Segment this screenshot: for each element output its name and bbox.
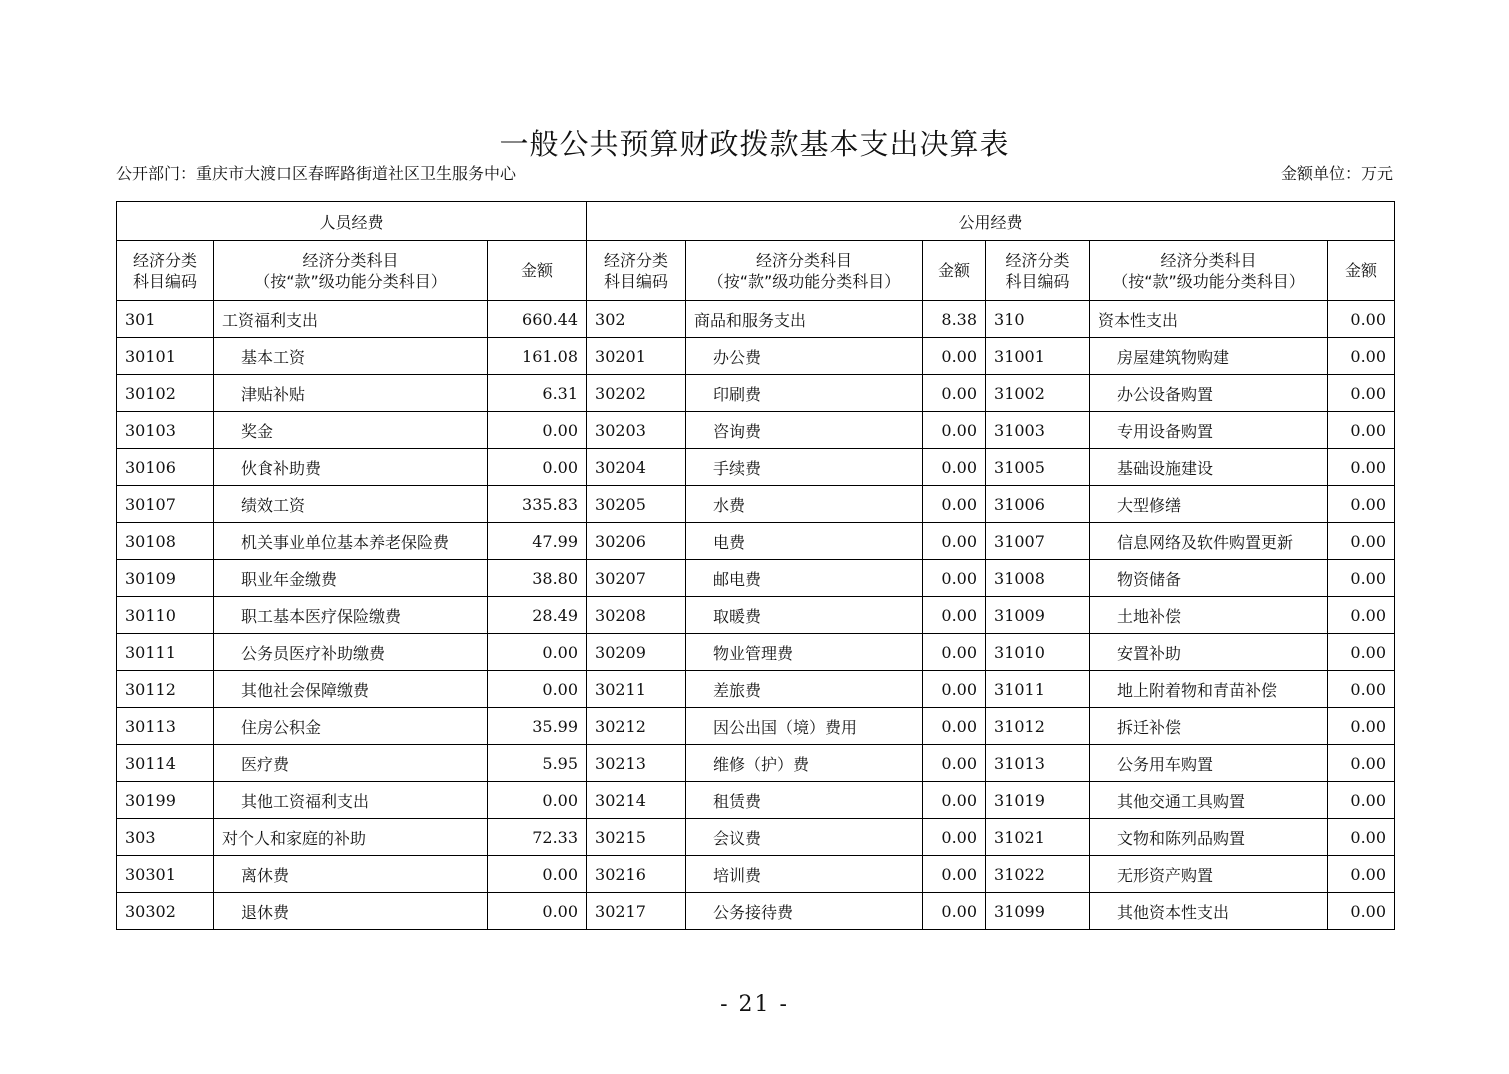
cell-amount: 0.00	[488, 449, 587, 486]
cell-amount: 0.00	[488, 856, 587, 893]
cell-name: 商品和服务支出	[686, 301, 923, 338]
cell-code: 30215	[587, 819, 686, 856]
cell-amount: 0.00	[488, 782, 587, 819]
cell-code: 30301	[117, 856, 214, 893]
cell-name: 会议费	[686, 819, 923, 856]
cell-name: 工资福利支出	[214, 301, 488, 338]
cell-amount: 0.00	[1328, 486, 1395, 523]
table-row	[117, 338, 1395, 375]
cell-code: 31002	[986, 375, 1090, 412]
cell-amount: 0.00	[923, 856, 986, 893]
cell-name: 大型修缮	[1090, 486, 1328, 523]
cell-name: 水费	[686, 486, 923, 523]
cell-amount: 0.00	[1328, 597, 1395, 634]
cell-code: 301	[117, 301, 214, 338]
cell-code: 30110	[117, 597, 214, 634]
cell-name: 土地补偿	[1090, 597, 1328, 634]
cell-code: 30209	[587, 634, 686, 671]
cell-name: 机关事业单位基本养老保险费	[214, 523, 488, 560]
table-row	[117, 523, 1395, 560]
cell-name: 拆迁补偿	[1090, 708, 1328, 745]
cell-code: 31022	[986, 856, 1090, 893]
cell-amount: 0.00	[1328, 338, 1395, 375]
cell-name: 办公设备购置	[1090, 375, 1328, 412]
cell-name: 伙食补助费	[214, 449, 488, 486]
cell-amount: 0.00	[1328, 782, 1395, 819]
cell-amount: 0.00	[923, 782, 986, 819]
cell-amount: 0.00	[923, 634, 986, 671]
cell-amount: 0.00	[923, 375, 986, 412]
cell-name: 其他社会保障缴费	[214, 671, 488, 708]
cell-code: 30199	[117, 782, 214, 819]
cell-amount: 0.00	[1328, 412, 1395, 449]
cell-code: 30208	[587, 597, 686, 634]
cell-code: 31021	[986, 819, 1090, 856]
cell-code: 31013	[986, 745, 1090, 782]
header-name: 经济分类科目 （按“款”级功能分类科目）	[686, 241, 923, 301]
cell-code: 30106	[117, 449, 214, 486]
group-header-personnel: 人员经费	[117, 202, 587, 241]
cell-amount: 335.83	[488, 486, 587, 523]
cell-code: 30201	[587, 338, 686, 375]
cell-name: 职工基本医疗保险缴费	[214, 597, 488, 634]
cell-amount: 0.00	[923, 523, 986, 560]
cell-name: 印刷费	[686, 375, 923, 412]
cell-code: 31001	[986, 338, 1090, 375]
table-row	[117, 375, 1395, 412]
cell-amount: 0.00	[1328, 819, 1395, 856]
cell-code: 302	[587, 301, 686, 338]
cell-amount: 0.00	[1328, 745, 1395, 782]
cell-amount: 0.00	[923, 449, 986, 486]
header-code: 经济分类 科目编码	[986, 241, 1090, 301]
cell-amount: 72.33	[488, 819, 587, 856]
table-row	[117, 412, 1395, 449]
table-row	[117, 634, 1395, 671]
cell-name: 医疗费	[214, 745, 488, 782]
header-name: 经济分类科目 （按“款”级功能分类科目）	[1090, 241, 1328, 301]
cell-amount: 0.00	[923, 597, 986, 634]
cell-amount: 660.44	[488, 301, 587, 338]
cell-amount: 0.00	[1328, 634, 1395, 671]
cell-amount: 0.00	[1328, 671, 1395, 708]
cell-code: 31006	[986, 486, 1090, 523]
unit-label: 金额单位：万元	[1280, 164, 1393, 183]
cell-code: 30114	[117, 745, 214, 782]
cell-name: 电费	[686, 523, 923, 560]
cell-amount: 8.38	[923, 301, 986, 338]
cell-amount: 0.00	[1328, 560, 1395, 597]
cell-amount: 38.80	[488, 560, 587, 597]
cell-code: 30207	[587, 560, 686, 597]
cell-amount: 5.95	[488, 745, 587, 782]
cell-name: 奖金	[214, 412, 488, 449]
cell-amount: 0.00	[1328, 856, 1395, 893]
cell-name: 对个人和家庭的补助	[214, 819, 488, 856]
cell-code: 30202	[587, 375, 686, 412]
cell-amount: 6.31	[488, 375, 587, 412]
cell-amount: 0.00	[923, 708, 986, 745]
cell-name: 公务员医疗补助缴费	[214, 634, 488, 671]
cell-code: 30302	[117, 893, 214, 930]
cell-amount: 0.00	[1328, 523, 1395, 560]
cell-code: 31009	[986, 597, 1090, 634]
cell-amount: 0.00	[923, 893, 986, 930]
cell-name: 津贴补贴	[214, 375, 488, 412]
cell-name: 地上附着物和青苗补偿	[1090, 671, 1328, 708]
cell-code: 30109	[117, 560, 214, 597]
table-row	[117, 782, 1395, 819]
cell-code: 30205	[587, 486, 686, 523]
cell-amount: 47.99	[488, 523, 587, 560]
cell-name: 基本工资	[214, 338, 488, 375]
cell-name: 房屋建筑物购建	[1090, 338, 1328, 375]
cell-amount: 0.00	[1328, 375, 1395, 412]
cell-amount: 0.00	[488, 893, 587, 930]
cell-code: 31003	[986, 412, 1090, 449]
header-amount: 金额	[1328, 241, 1395, 301]
page-number: - 21 -	[720, 992, 789, 1017]
cell-code: 30112	[117, 671, 214, 708]
cell-code: 31012	[986, 708, 1090, 745]
cell-name: 邮电费	[686, 560, 923, 597]
cell-code: 30213	[587, 745, 686, 782]
table-row	[117, 819, 1395, 856]
cell-amount: 0.00	[1328, 449, 1395, 486]
cell-name: 资本性支出	[1090, 301, 1328, 338]
cell-code: 30108	[117, 523, 214, 560]
cell-amount: 161.08	[488, 338, 587, 375]
cell-code: 31099	[986, 893, 1090, 930]
header-name: 经济分类科目 （按“款”级功能分类科目）	[214, 241, 488, 301]
cell-name: 公务接待费	[686, 893, 923, 930]
cell-name: 公务用车购置	[1090, 745, 1328, 782]
cell-name: 退休费	[214, 893, 488, 930]
cell-amount: 35.99	[488, 708, 587, 745]
cell-name: 差旅费	[686, 671, 923, 708]
cell-code: 31011	[986, 671, 1090, 708]
expenditure-table	[116, 201, 1395, 930]
cell-name: 基础设施建设	[1090, 449, 1328, 486]
cell-code: 30216	[587, 856, 686, 893]
cell-code: 30204	[587, 449, 686, 486]
cell-name: 其他资本性支出	[1090, 893, 1328, 930]
cell-name: 文物和陈列品购置	[1090, 819, 1328, 856]
cell-code: 30212	[587, 708, 686, 745]
cell-name: 离休费	[214, 856, 488, 893]
group-header-public: 公用经费	[587, 202, 1395, 241]
cell-amount: 0.00	[923, 819, 986, 856]
table-row	[117, 893, 1395, 930]
header-amount: 金额	[923, 241, 986, 301]
cell-amount: 0.00	[1328, 893, 1395, 930]
cell-code: 30206	[587, 523, 686, 560]
cell-amount: 0.00	[923, 338, 986, 375]
cell-name: 其他工资福利支出	[214, 782, 488, 819]
header-amount: 金额	[488, 241, 587, 301]
cell-amount: 0.00	[923, 671, 986, 708]
cell-name: 培训费	[686, 856, 923, 893]
cell-name: 物资储备	[1090, 560, 1328, 597]
cell-code: 30102	[117, 375, 214, 412]
department-label: 公开部门：重庆市大渡口区春晖路街道社区卫生服务中心	[116, 164, 517, 183]
cell-amount: 0.00	[1328, 301, 1395, 338]
cell-amount: 0.00	[923, 745, 986, 782]
cell-code: 31008	[986, 560, 1090, 597]
cell-amount: 0.00	[923, 560, 986, 597]
cell-code: 30113	[117, 708, 214, 745]
cell-name: 取暖费	[686, 597, 923, 634]
cell-code: 30111	[117, 634, 214, 671]
cell-code: 30214	[587, 782, 686, 819]
cell-code: 31019	[986, 782, 1090, 819]
cell-amount: 0.00	[488, 671, 587, 708]
cell-code: 30203	[587, 412, 686, 449]
table-row	[117, 301, 1395, 338]
cell-name: 手续费	[686, 449, 923, 486]
cell-name: 租赁费	[686, 782, 923, 819]
cell-amount: 0.00	[923, 486, 986, 523]
cell-amount: 28.49	[488, 597, 587, 634]
cell-code: 30217	[587, 893, 686, 930]
table-row	[117, 560, 1395, 597]
table-row	[117, 671, 1395, 708]
cell-name: 职业年金缴费	[214, 560, 488, 597]
header-code: 经济分类 科目编码	[587, 241, 686, 301]
cell-amount: 0.00	[923, 412, 986, 449]
cell-name: 安置补助	[1090, 634, 1328, 671]
cell-amount: 0.00	[1328, 708, 1395, 745]
cell-code: 30101	[117, 338, 214, 375]
cell-name: 办公费	[686, 338, 923, 375]
cell-code: 310	[986, 301, 1090, 338]
table-row	[117, 486, 1395, 523]
cell-name: 咨询费	[686, 412, 923, 449]
cell-name: 专用设备购置	[1090, 412, 1328, 449]
table-row	[117, 449, 1395, 486]
cell-code: 31007	[986, 523, 1090, 560]
header-code: 经济分类 科目编码	[117, 241, 214, 301]
table-row	[117, 745, 1395, 782]
cell-name: 其他交通工具购置	[1090, 782, 1328, 819]
cell-name: 绩效工资	[214, 486, 488, 523]
cell-code: 31010	[986, 634, 1090, 671]
cell-code: 303	[117, 819, 214, 856]
table-row	[117, 708, 1395, 745]
table-row	[117, 597, 1395, 634]
cell-name: 物业管理费	[686, 634, 923, 671]
cell-code: 30107	[117, 486, 214, 523]
cell-code: 31005	[986, 449, 1090, 486]
table-row	[117, 856, 1395, 893]
cell-name: 信息网络及软件购置更新	[1090, 523, 1328, 560]
cell-code: 30103	[117, 412, 214, 449]
cell-code: 30211	[587, 671, 686, 708]
cell-name: 无形资产购置	[1090, 856, 1328, 893]
cell-amount: 0.00	[488, 412, 587, 449]
cell-amount: 0.00	[488, 634, 587, 671]
page-title: 一般公共预算财政拨款基本支出决算表	[499, 127, 1010, 161]
cell-name: 住房公积金	[214, 708, 488, 745]
cell-name: 因公出国（境）费用	[686, 708, 923, 745]
cell-name: 维修（护）费	[686, 745, 923, 782]
